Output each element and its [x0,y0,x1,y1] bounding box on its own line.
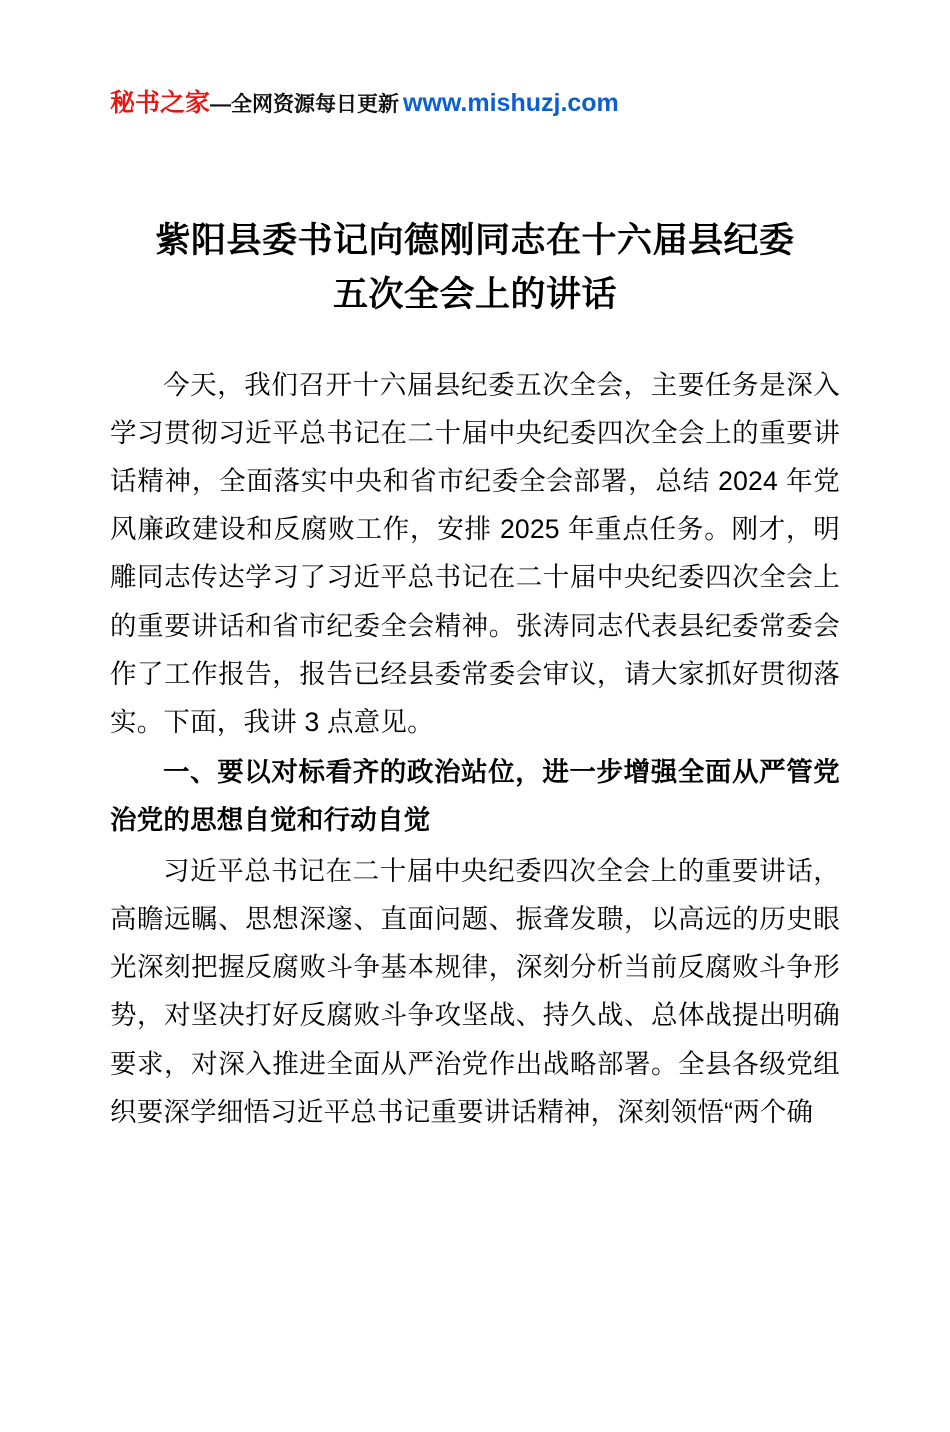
title-line-1: 紫阳县委书记向德刚同志在十六届县纪委 [155,221,795,260]
site-brand: 秘书之家 [110,89,211,117]
site-watermark-header [110,88,840,118]
section-heading-1: 一、要以对标看齐的政治站位，进一步增强全面从严管党治党的思想自觉和行动自觉 [110,757,840,836]
title-line-2: 五次全会上的讲话 [332,275,617,315]
document-title [110,214,840,323]
paragraph-section-1-body: 习近平总书记在二十届中央纪委四次全会上的重要讲话，高瞻远瞩、思想深邃、直面问题、振聋发聩，以高远的历史眼光深刻把握反腐败斗争基本规律，深刻分析当前反腐败斗争形势，对坚决打好反腐败斗争攻坚战、持久战、总体战提出明确要求，对深入推进全面从严治党作出战略部署。全县各级党组织要深学细悟习近平总书记重要讲话精神，深刻领悟“两个确 [110,855,840,1127]
site-tagline: 全网资源每日更新 [231,93,400,116]
paragraph-intro: 今天，我们召开十六届县纪委五次全会，主要任务是深入学习贯彻习近平总书记在二十届中央纪委四次全会上的重要讲话精神，全面落实中央和省市纪委全会部署，总结 2024 年党风廉政建设和反腐败工作，安排 2025 年重点任务。刚才，明雕同志传达学习了习近平总书记在二十届中央纪委四次全会上的重要讲话和省市纪委全会精神。张涛同志代表县纪委常委会作了工作报告，报告已经县委常委会审议，请大家抓好贯彻落实。下面，我讲 3 点意见。 [110,369,840,738]
site-url-link[interactable]: www.mishuzj.com [403,89,619,117]
site-separator: — [210,93,232,116]
document-body [110,361,840,1137]
document-page [0,88,950,1432]
